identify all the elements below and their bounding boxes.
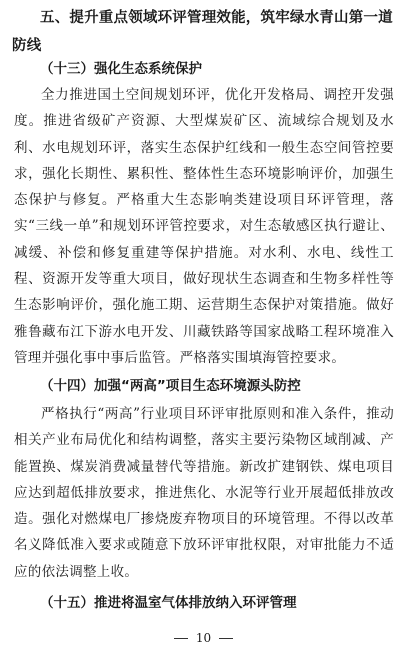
footer-dash-left [174,638,188,639]
subsection-title-15: （十五）推进将温室气体排放纳入环评管理 [40,595,297,611]
page-number: 10 [195,631,212,645]
footer-dash-right [219,638,233,639]
section-heading: 五、提升重点领域环评管理效能，筑牢绿水青山第一道防线 [12,10,393,54]
subsection-paragraph-13: 全力推进国土空间规划环评，优化开发格局、调控开发强度。推进省级矿产资源、大型煤炭矿区、流域综合规划及水利、水电规划环评，落实生态保护红线和一般生态空间管控要求，强化长期性、累积性、整体性生态环境影响评价，加强生态保护与修复。严格重大生态影响类建设项目环评管理，落实“三线一单”和规划环评管控要求，对生态敏感区执行避让、减缓、补偿和修复重建等保护措施。对水利、水电、线性工程、资源开发等重大项目，做好现状生态调查和生物多样性等生态影响评价，强化施工期、运营期生态保护对策措施。做好雅鲁藏布江下游水电开发、川藏铁路等国家战略工程环境准入管理并强化事中事后监管。严格落实围填海管控要求。 [14,87,394,366]
subsection-title-14: （十四）加强“两高”项目生态环境源头防控 [40,378,301,394]
page-footer [0,629,407,647]
subsection-title-13: （十三）强化生态系统保护 [40,61,202,77]
subsection-paragraph-14: 严格执行“两高”行业项目环评审批原则和准入条件，推动相关产业布局优化和结构调整，落实主要污染物区域削减、产能置换、煤炭消费减量替代等措施。新改扩建钢铁、煤电项目应达到超低排放要求，推进焦化、水泥等行业开展超低排放改造。强化对燃煤电厂掺烧废弃物项目的环境管理。不得以改革名义降低准入要求或随意下放环评审批权限，对审批能力不适应的依法调整上收。 [14,406,394,580]
